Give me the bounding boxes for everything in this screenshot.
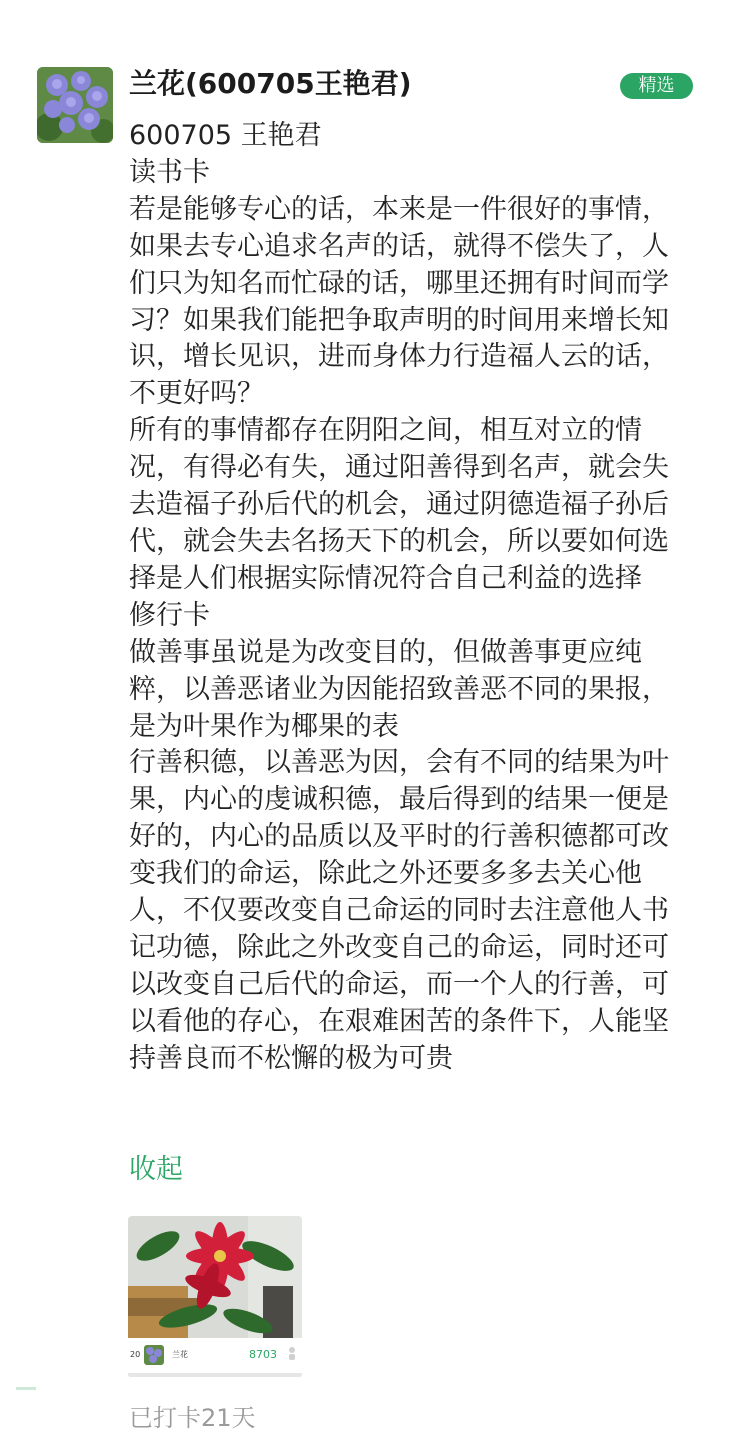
card-divider: [128, 1373, 302, 1377]
card-score: 8703: [249, 1348, 277, 1361]
author-name[interactable]: 兰花(600705王艳君): [129, 67, 412, 100]
post-line: 行善积德，以善恶为因，会有不同的结果为叶果，内心的虔诚积德，最后得到的结果一便是好的，内心的品质以及平时的行善积德都可改变我们的命运，除此之外还要多多去关心他人，不仅要改变自己命运的同时去注意他人书记功德，除此之外改变自己的命运，同时还可以改变自己后代的命运，而一个人的行善，可以看他的存心，在艰难困苦的条件下，人能坚持善良而不松懈的极为可贵: [129, 747, 669, 1074]
collapse-link[interactable]: 收起: [129, 1154, 183, 1185]
card-footer: [128, 1338, 302, 1372]
post-body: [129, 118, 689, 1078]
post-line: 若是能够专心的话，本来是一件很好的事情，如果去专心追求名声的话，就得不偿失了，人们只为知名而忙碌的话，哪里还拥有时间而学习？如果我们能把争取声明的时间用来增长知识，增长见识，进而身体力行造福人云的话，不更好吗？: [129, 193, 669, 410]
author-avatar[interactable]: [37, 67, 113, 143]
post-line: 修行卡: [129, 599, 210, 631]
checkin-card[interactable]: [128, 1216, 302, 1378]
card-author-name: 兰花: [172, 1350, 188, 1359]
post-line: 做善事虽说是为改变目的，但做善事更应纯粹，以善恶诸业为因能招致善恶不同的果报，是为叶果作为椰果的表: [129, 636, 669, 742]
red-flower-photo: [128, 1216, 302, 1338]
checkin-days: 已打卡21天: [129, 1404, 256, 1432]
post-line: 所有的事情都存在阴阳之间，相互对立的情况，有得必有失，通过阳善得到名声，就会失去造福子孙后代的机会，通过阴德造福子孙后代，就会失去名扬天下的机会，所以要如何选择是人们根据实际情况符合自己利益的选择: [129, 415, 669, 594]
purple-flowers-photo: [37, 67, 113, 143]
card-avatar: [144, 1345, 164, 1365]
post-line: 600705 王艳君: [129, 120, 322, 151]
featured-badge: 精选: [620, 73, 693, 99]
post-line: 读书卡: [129, 156, 210, 188]
card-indicator: [16, 1387, 36, 1390]
thumb-up-icon[interactable]: [286, 1346, 298, 1362]
card-rank: 20: [130, 1350, 141, 1359]
